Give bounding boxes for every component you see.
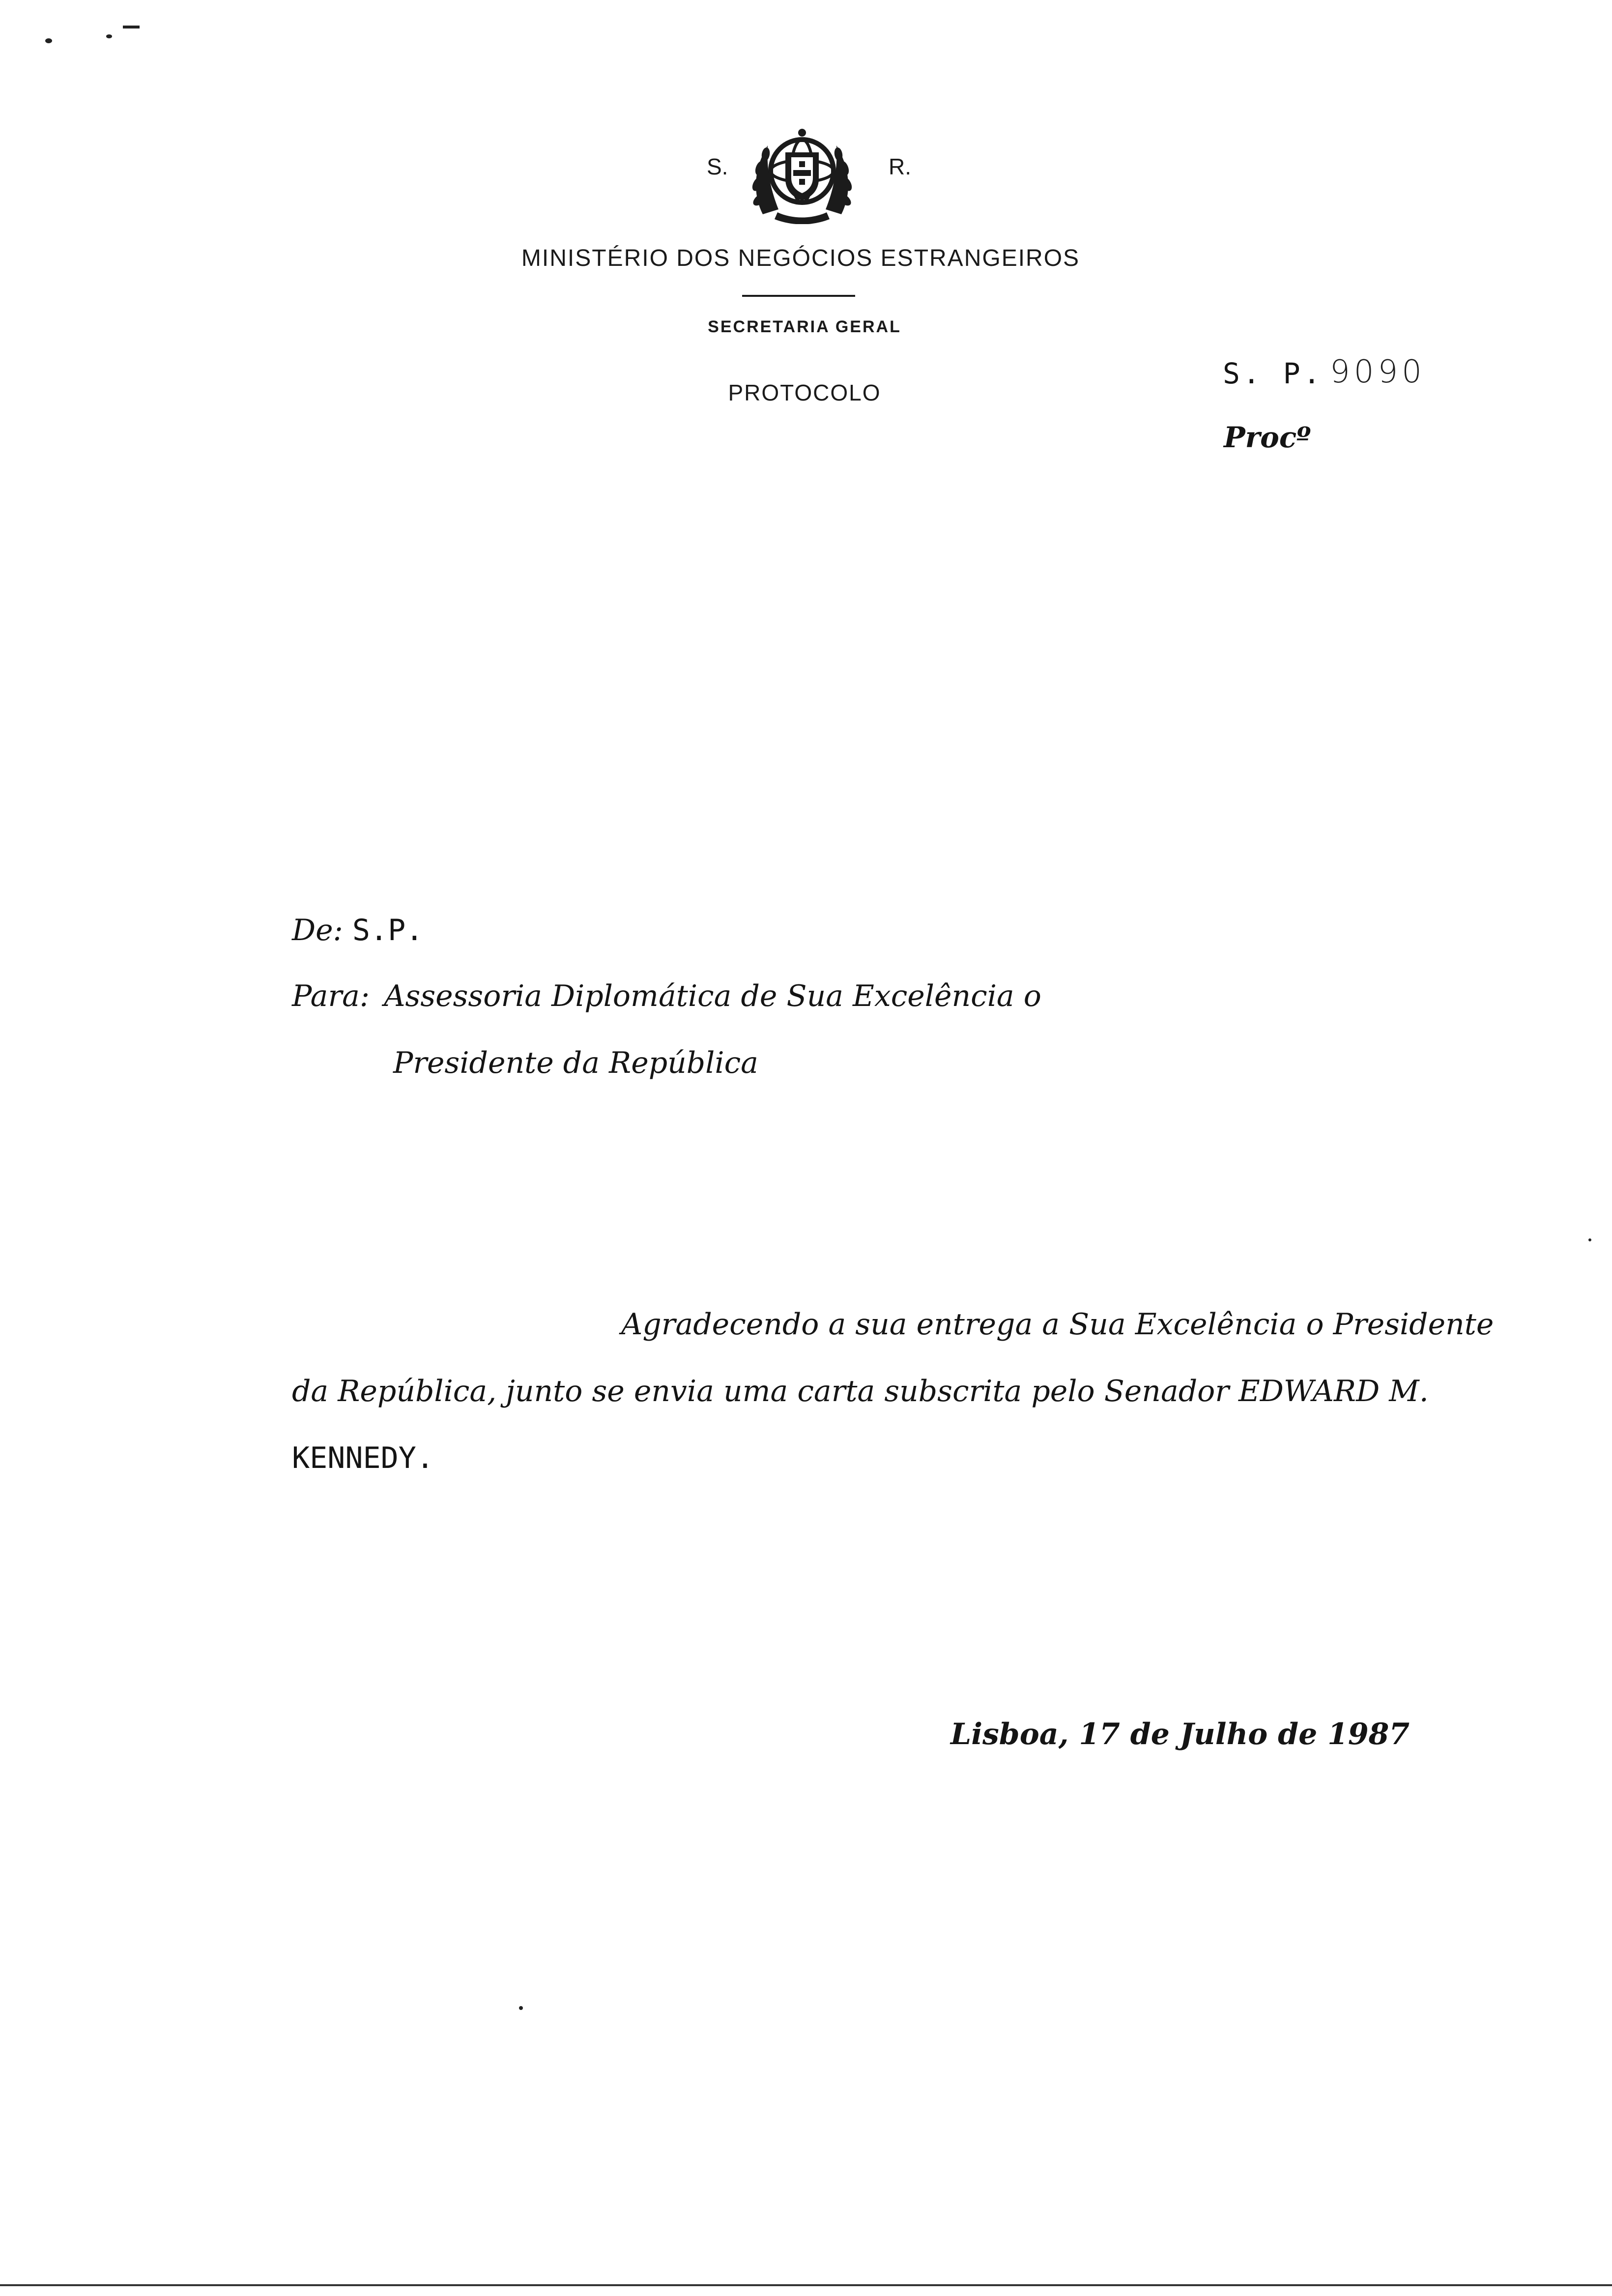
- to-label: Para:: [292, 979, 370, 1013]
- scan-speck: [123, 26, 140, 29]
- sp-label: S. P.: [1223, 357, 1324, 390]
- proc-label: Procº: [1224, 421, 1311, 454]
- scan-speck: [1588, 1238, 1591, 1241]
- sp-number-handwritten: 9090: [1330, 354, 1426, 390]
- header-left-letter: S.: [707, 154, 728, 179]
- body-line-2: da República, junto se envia uma carta subscrita pelo Senador EDWARD M.: [292, 1374, 1429, 1408]
- from-label: De:: [292, 913, 343, 947]
- from-line: [292, 913, 423, 947]
- scan-speck: [45, 38, 52, 43]
- from-value: S.P.: [352, 913, 424, 947]
- body-line-3: KENNEDY.: [292, 1441, 434, 1475]
- to-recipient-line1: Assessoria Diplomática de Sua Excelência o: [384, 979, 1041, 1013]
- ministry-name: MINISTÉRIO DOS NEGÓCIOS ESTRANGEIROS: [521, 245, 1080, 271]
- section-name: PROTOCOLO: [728, 380, 881, 405]
- header-right-letter: R.: [889, 154, 911, 179]
- scan-edge-line: [0, 2284, 1612, 2286]
- scan-speck: [106, 34, 112, 38]
- header-divider: [742, 295, 855, 297]
- department-name: SECRETARIA GERAL: [708, 317, 901, 336]
- scan-speck: [519, 2006, 523, 2010]
- body-line-1: Agradecendo a sua entrega a Sua Excelência o Presidente: [621, 1307, 1494, 1342]
- to-line-1: [292, 979, 1041, 1013]
- place-date: Lisboa, 17 de Julho de 1987: [950, 1717, 1410, 1751]
- coat-of-arms-icon: [743, 126, 861, 224]
- to-recipient-line2: Presidente da República: [393, 1046, 758, 1080]
